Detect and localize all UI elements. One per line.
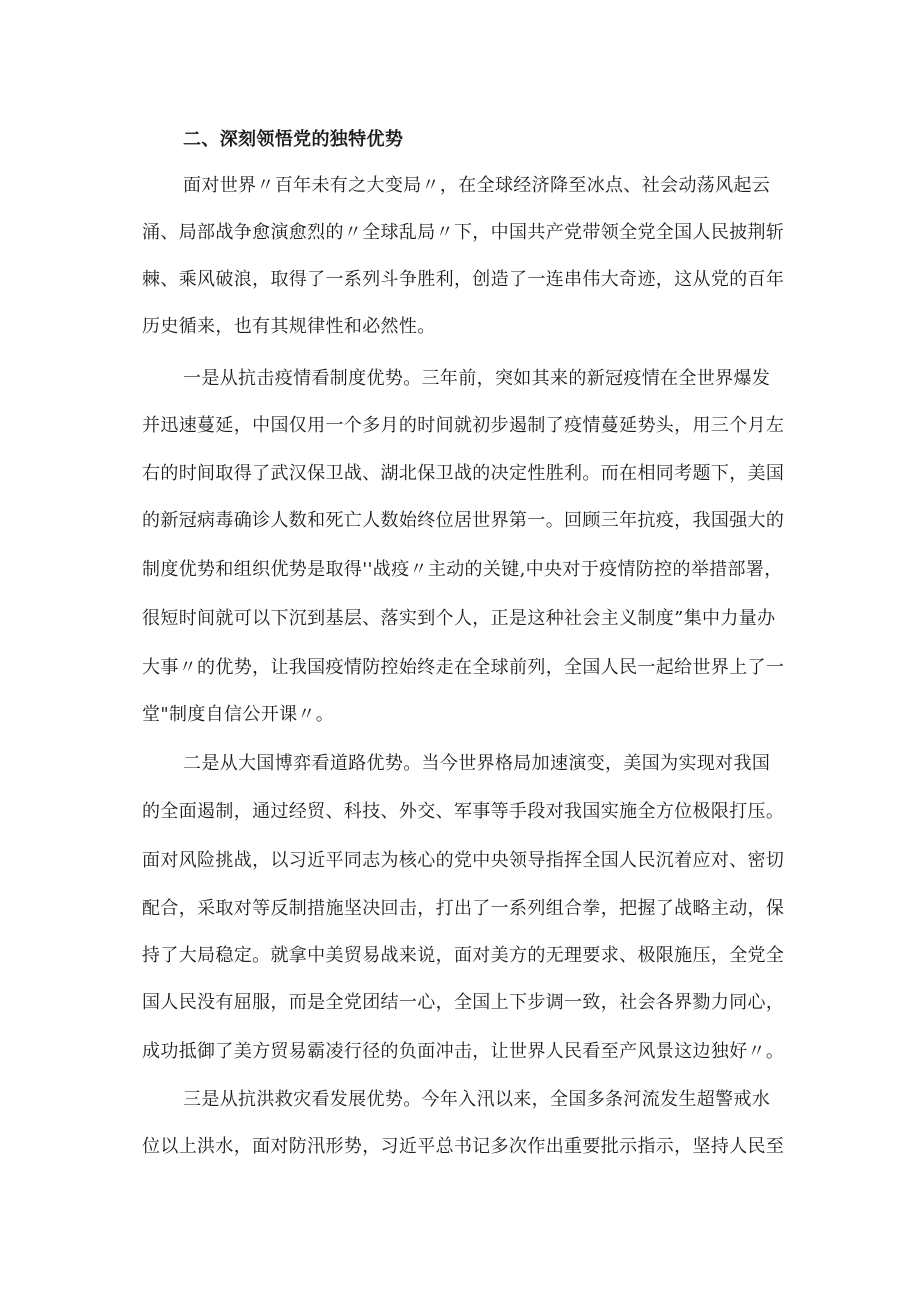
paragraph-3-line-6: 国人民没有屈服，而是全党团结一心，全国上下步调一致，社会各界勠力同心，: [142, 992, 785, 1013]
paragraph-3-line-7: 成功抵御了美方贸易霸凌行径的负面冲击，让世界人民看至产风景这边独好〃。: [142, 1041, 785, 1062]
paragraph-2-line-4: 的新冠病毒确诊人数和死亡人数始终位居世界第一。回顾三年抗疫，我国强大的: [142, 510, 785, 531]
paragraph-2-line-3: 右的时间取得了武汉保卫战、湖北保卫战的决定性胜利。而在相同考题下，美国: [142, 463, 785, 484]
section-heading: 二、深刻领悟党的独特优势: [183, 129, 404, 150]
paragraph-1-line-3: 棘、乘风破浪，取得了一系列斗争胜利，创造了一连串伟大奇迹，这从党的百年: [142, 269, 785, 290]
paragraph-2-line-6: 很短时间就可以下沉到基层、落实到个人，正是这种社会主义制度”集中力量办: [142, 608, 776, 629]
paragraph-2-line-8: 堂"制度自信公开课〃。: [142, 704, 335, 725]
paragraph-2-line-5: 制度优势和组织优势是取得''战疫〃主动的关键,中央对于疫情防控的举措部署，: [142, 559, 783, 580]
paragraph-3-line-5: 持了大局稳定。就拿中美贸易战来说，面对美方的无理要求、极限施压，全党全: [142, 945, 785, 966]
paragraph-4-line-1: 三是从抗洪救灾看发展优势。今年入汛以来，全国多条河流发生超警戒水: [183, 1089, 771, 1110]
paragraph-4-line-2: 位以上洪水，面对防汛形势，习近平总书记多次作出重要批示指示，坚持人民至: [142, 1136, 785, 1157]
paragraph-3-line-2: 的全面遏制，通过经贸、科技、外交、军事等手段对我国实施全方位极限打压。: [142, 801, 785, 822]
paragraph-3-line-4: 配合，采取对等反制措施坚决回击，打出了一系列组合拳，把握了战略主动，保: [142, 898, 785, 919]
paragraph-2-line-2: 并迅速蔓延，中国仅用一个多月的时间就初步遏制了疫情蔓延势头，用三个月左: [142, 415, 785, 436]
paragraph-1-line-4: 历史循来，也有其规律性和必然性。: [142, 316, 436, 337]
paragraph-1-line-1: 面对世界〃百年未有之大变局〃，在全球经济降至冰点、社会动荡风起云: [183, 175, 771, 196]
paragraph-3-line-1: 二是从大国博弈看道路优势。当今世界格局加速演变，美国为实现对我国: [183, 753, 771, 774]
paragraph-2-line-1: 一是从抗击疫情看制度优势。三年前，突如其来的新冠疫情在全世界爆发: [183, 368, 771, 389]
paragraph-1-line-2: 涌、局部战争愈演愈烈的〃全球乱局〃下，中国共产党带领全党全国人民披荆斩: [142, 222, 785, 243]
paragraph-3-line-3: 面对风险挑战，以习近平同志为核心的党中央领导指挥全国人民沉着应对、密切: [142, 850, 785, 871]
paragraph-2-line-7: 大事〃的优势，让我国疫情防控始终走在全球前列，全国人民一起给世界上了一: [142, 657, 785, 678]
